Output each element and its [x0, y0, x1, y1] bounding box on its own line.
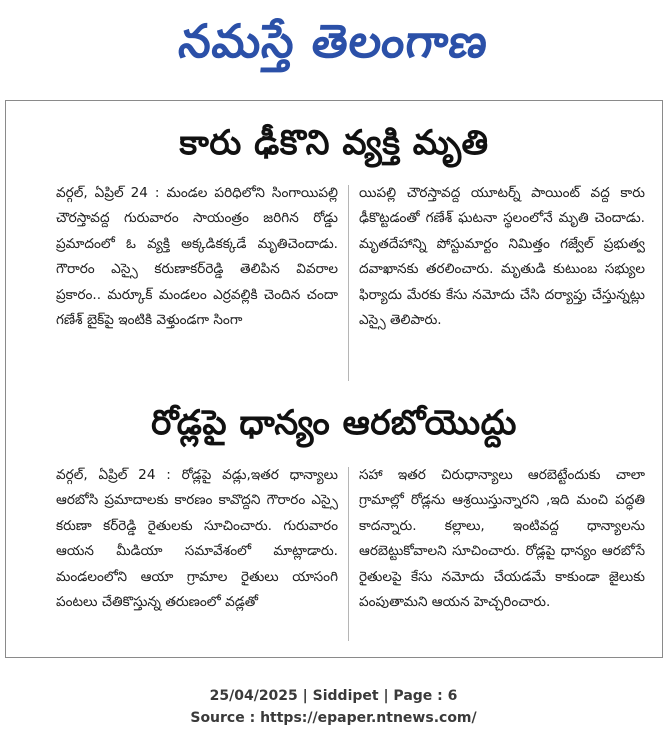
column-divider	[348, 467, 349, 641]
masthead	[0, 0, 667, 88]
article-1-headline: కారు ఢీకొని వ్యక్తి మృతి	[179, 123, 489, 163]
article-2-headline: రోడ్లపై ధాన్యం ఆరబోయొద్దు	[151, 403, 517, 443]
edition-info: 25/04/2025 | Siddipet | Page : 6	[209, 688, 458, 704]
newspaper-logo: నమస్తే తెలంగాణ	[175, 14, 492, 68]
source-link[interactable]: Source : https://epaper.ntnews.com/	[190, 710, 477, 726]
article-2-column-1: వర్గల్, ఏప్రిల్ 24 : రోడ్లపై వడ్లు,ఇతర ధాన్యాలు ఆరబోసి ప్రమాదాలకు కారణం కావొద్దని గౌరారం ఎస్సై కరుణా కర్‌రెడ్డి రైతులకు సూచించారు. గురువారం ఆయన మీడియా సమావేశంలో మాట్లాడారు. మండలంలోని ఆయా గ్రామాల రైతులు యాసంగి పంటలు చేతికొస్తున్న తరుణంలో వడ్లతో	[56, 467, 338, 611]
column-divider	[348, 185, 349, 381]
article-2-column-2: సహా ఇతర చిరుధాన్యాలు ఆరబెట్టేందుకు చాలా గ్రామాల్లో రోడ్లను ఆశ్రయిస్తున్నారని ,ఇది మంచి పద్ధతి కాదన్నారు. కల్లాలు, ఇంటివద్ద ధాన్యాలను ఆరబెట్టుకోవాలని సూచించారు. రోడ్లపై ధాన్యం ఆరబోసే రైతులపై కేసు నమోదు చేయడమే కాకుండా జైలుకు పంపుతామని ఆయన హెచ్చరించారు.	[359, 467, 645, 611]
news-clipping	[5, 100, 663, 658]
article-1-column-2: యిపల్లి చౌరస్తావద్ద యూటర్న్ పాయింట్ వద్ద కారు ఢీకొట్టడంతో గణేశ్ ఘటనా స్థలంలోనే మృతి చెందాడు. మృతదేహాన్ని పోస్టుమార్టం నిమిత్తం గజ్వేల్ ప్రభుత్వ దవాఖానకు తరలించారు. మృతుడి కుటుంబ సభ్యుల ఫిర్యాదు మేరకు కేసు నమోదు చేసి దర్యాప్తు చేస్తున్నట్లు ఎస్సై తెలిపారు.	[359, 185, 645, 329]
article-1-column-1: వర్గల్, ఏప్రిల్ 24 : మండల పరిధిలోని సింగాయిపల్లి చౌరస్తావద్ద గురువారం సాయంత్రం జరిగిన రోడ్డు ప్రమాదంలో ఓ వ్యక్తి అక్కడికక్కడే మృతిచెందాడు. గౌరారం ఎస్సై కరుణాకర్‌రెడ్డి తెలిపిన వివరాల ప్రకారం.. మర్కూక్ మండలం ఎర్రవల్లికి చెందిన చందా గణేశ్ బైక్‌పై ఇంటికి వెళ్తుండగా సింగా	[56, 185, 338, 329]
